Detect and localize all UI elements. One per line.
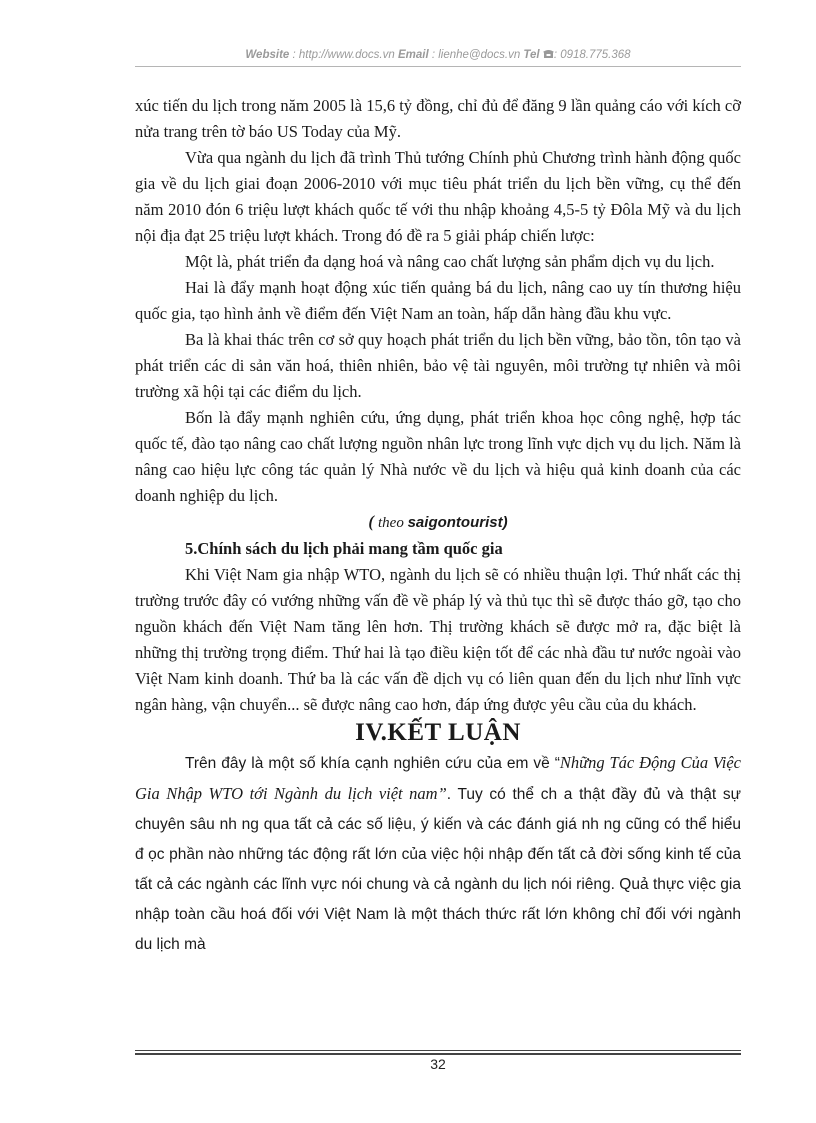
source-citation (135, 509, 741, 536)
paragraph-2: Vừa qua ngành du lịch đã trình Thủ tướng Chính phủ Chương trình hành động quốc gia về du lịch giai đoạn 2006-2010 với mục tiêu phát triển du lịch bền vững, cụ thể đến năm 2010 đón 6 triệu lượt khách quốc tế với thu nhập khoảng 4,5-5 tỷ Đôla Mỹ và du lịch nội địa đạt 25 triệu lượt khách. Trong đó đề ra 5 giải pháp chiến lược: (135, 148, 741, 245)
page-number: 32 (430, 1056, 446, 1072)
section-5-paragraph: Khi Việt Nam gia nhập WTO, ngành du lịch sẽ có nhiều thuận lợi. Thứ nhất các thị trường trước đây có vướng những vấn đề về pháp lý và thủ tục thì sẽ được tháo gỡ, tạo cho nguồn khách đến Việt Nam tăng lên hơn. Thị trường khách sẽ được mở ra, đặc biệt là những thị trường trọng điểm. Thứ hai là tạo điều kiện tốt để các nhà đầu tư nước ngoài vào Việt Nam kinh doanh. Thứ ba là các vấn đề dịch vụ có liên quan đến du lịch như lĩnh vực ngân hàng, vận chuyển... sẽ được nâng cao hơn, đáp ứng được yêu cầu của du khách. (135, 565, 741, 714)
paragraph-3: Một là, phát triển đa dạng hoá và nâng cao chất lượng sản phẩm dịch vụ du lịch. (185, 252, 715, 271)
conclusion-heading: IV.KẾT LUẬN (355, 719, 521, 746)
header-divider (135, 66, 741, 67)
paragraph-5: Ba là khai thác trên cơ sở quy hoạch phát triển du lịch bền vững, bảo tồn, tôn tạo và phát triển các di sản văn hoá, thiên nhiên, bảo vệ tài nguyên, môi trường tự nhiên và môi trường xã hội tại các điểm du lịch. (135, 330, 741, 401)
source-theo: theo (378, 515, 408, 531)
conclusion-paragraph (135, 748, 741, 960)
paragraph-4: Hai là đẩy mạnh hoạt động xúc tiến quảng bá du lịch, nâng cao uy tín thương hiệu quốc gia, tạo hình ảnh về điểm đến Việt Nam an toàn, hấp dẫn hàng đầu khu vực. (135, 278, 741, 323)
email-value: : lienhe@docs.vn (428, 49, 524, 61)
conclusion-rest: . Tuy có thể ch a thật đầy đủ và thật sự chuyên sâu nh ng qua tất cả các số liệu, ý kiến và các đánh giá nh ng cũng có thể hiểu đ ọc phần nào những tác động rất lớn của việc hội nhập đến tất cả đời sống kinh tế của tất cả các ngành các lĩnh vực nói chung và cả ngành du lịch nói riêng. Quả thực việc gia nhập toàn cầu hoá đối với Việt Nam là một thách thức rất lớn không chỉ đối với ngành du lịch mà (135, 786, 741, 953)
conclusion-intro: Trên đây là một số khía cạnh nghiên cứu của em về “ (185, 755, 560, 772)
source-open: ( (368, 512, 379, 531)
paragraph-1: xúc tiến du lịch trong năm 2005 là 15,6 tỷ đồng, chỉ đủ để đăng 9 lần quảng cáo với kích cỡ nửa trang trên tờ báo US Today của Mỹ. (135, 96, 741, 141)
website-value: : http://www.docs.vn (289, 49, 398, 61)
source-name: saigontourist) (407, 514, 508, 531)
footer-divider-thick (135, 1053, 741, 1055)
website-label: Website (245, 49, 290, 61)
tel-value: : 0918.775.368 (553, 49, 631, 61)
conclusion-title: Những Tác Động Của Việc Gia Nhập WTO tới Ngành du lịch việt nam” (135, 753, 741, 803)
document-body (135, 93, 741, 960)
email-label: Email (397, 49, 429, 61)
paragraph-6: Bốn là đẩy mạnh nghiên cứu, ứng dụng, phát triển khoa học công nghệ, hợp tác quốc tế, đào tạo nâng cao chất lượng nguồn nhân lực trong lĩnh vực dịch vụ du lịch. Năm là nâng cao hiệu lực công tác quản lý Nhà nước về du lịch và hiệu quả kinh doanh của các doanh nghiệp du lịch. (135, 408, 741, 505)
section-5-heading: 5.Chính sách du lịch phải mang tầm quốc gia (185, 539, 503, 558)
page-header (135, 47, 741, 63)
phone-icon (543, 49, 554, 59)
tel-label: Tel (523, 49, 540, 61)
footer-divider-thin (135, 1050, 741, 1051)
